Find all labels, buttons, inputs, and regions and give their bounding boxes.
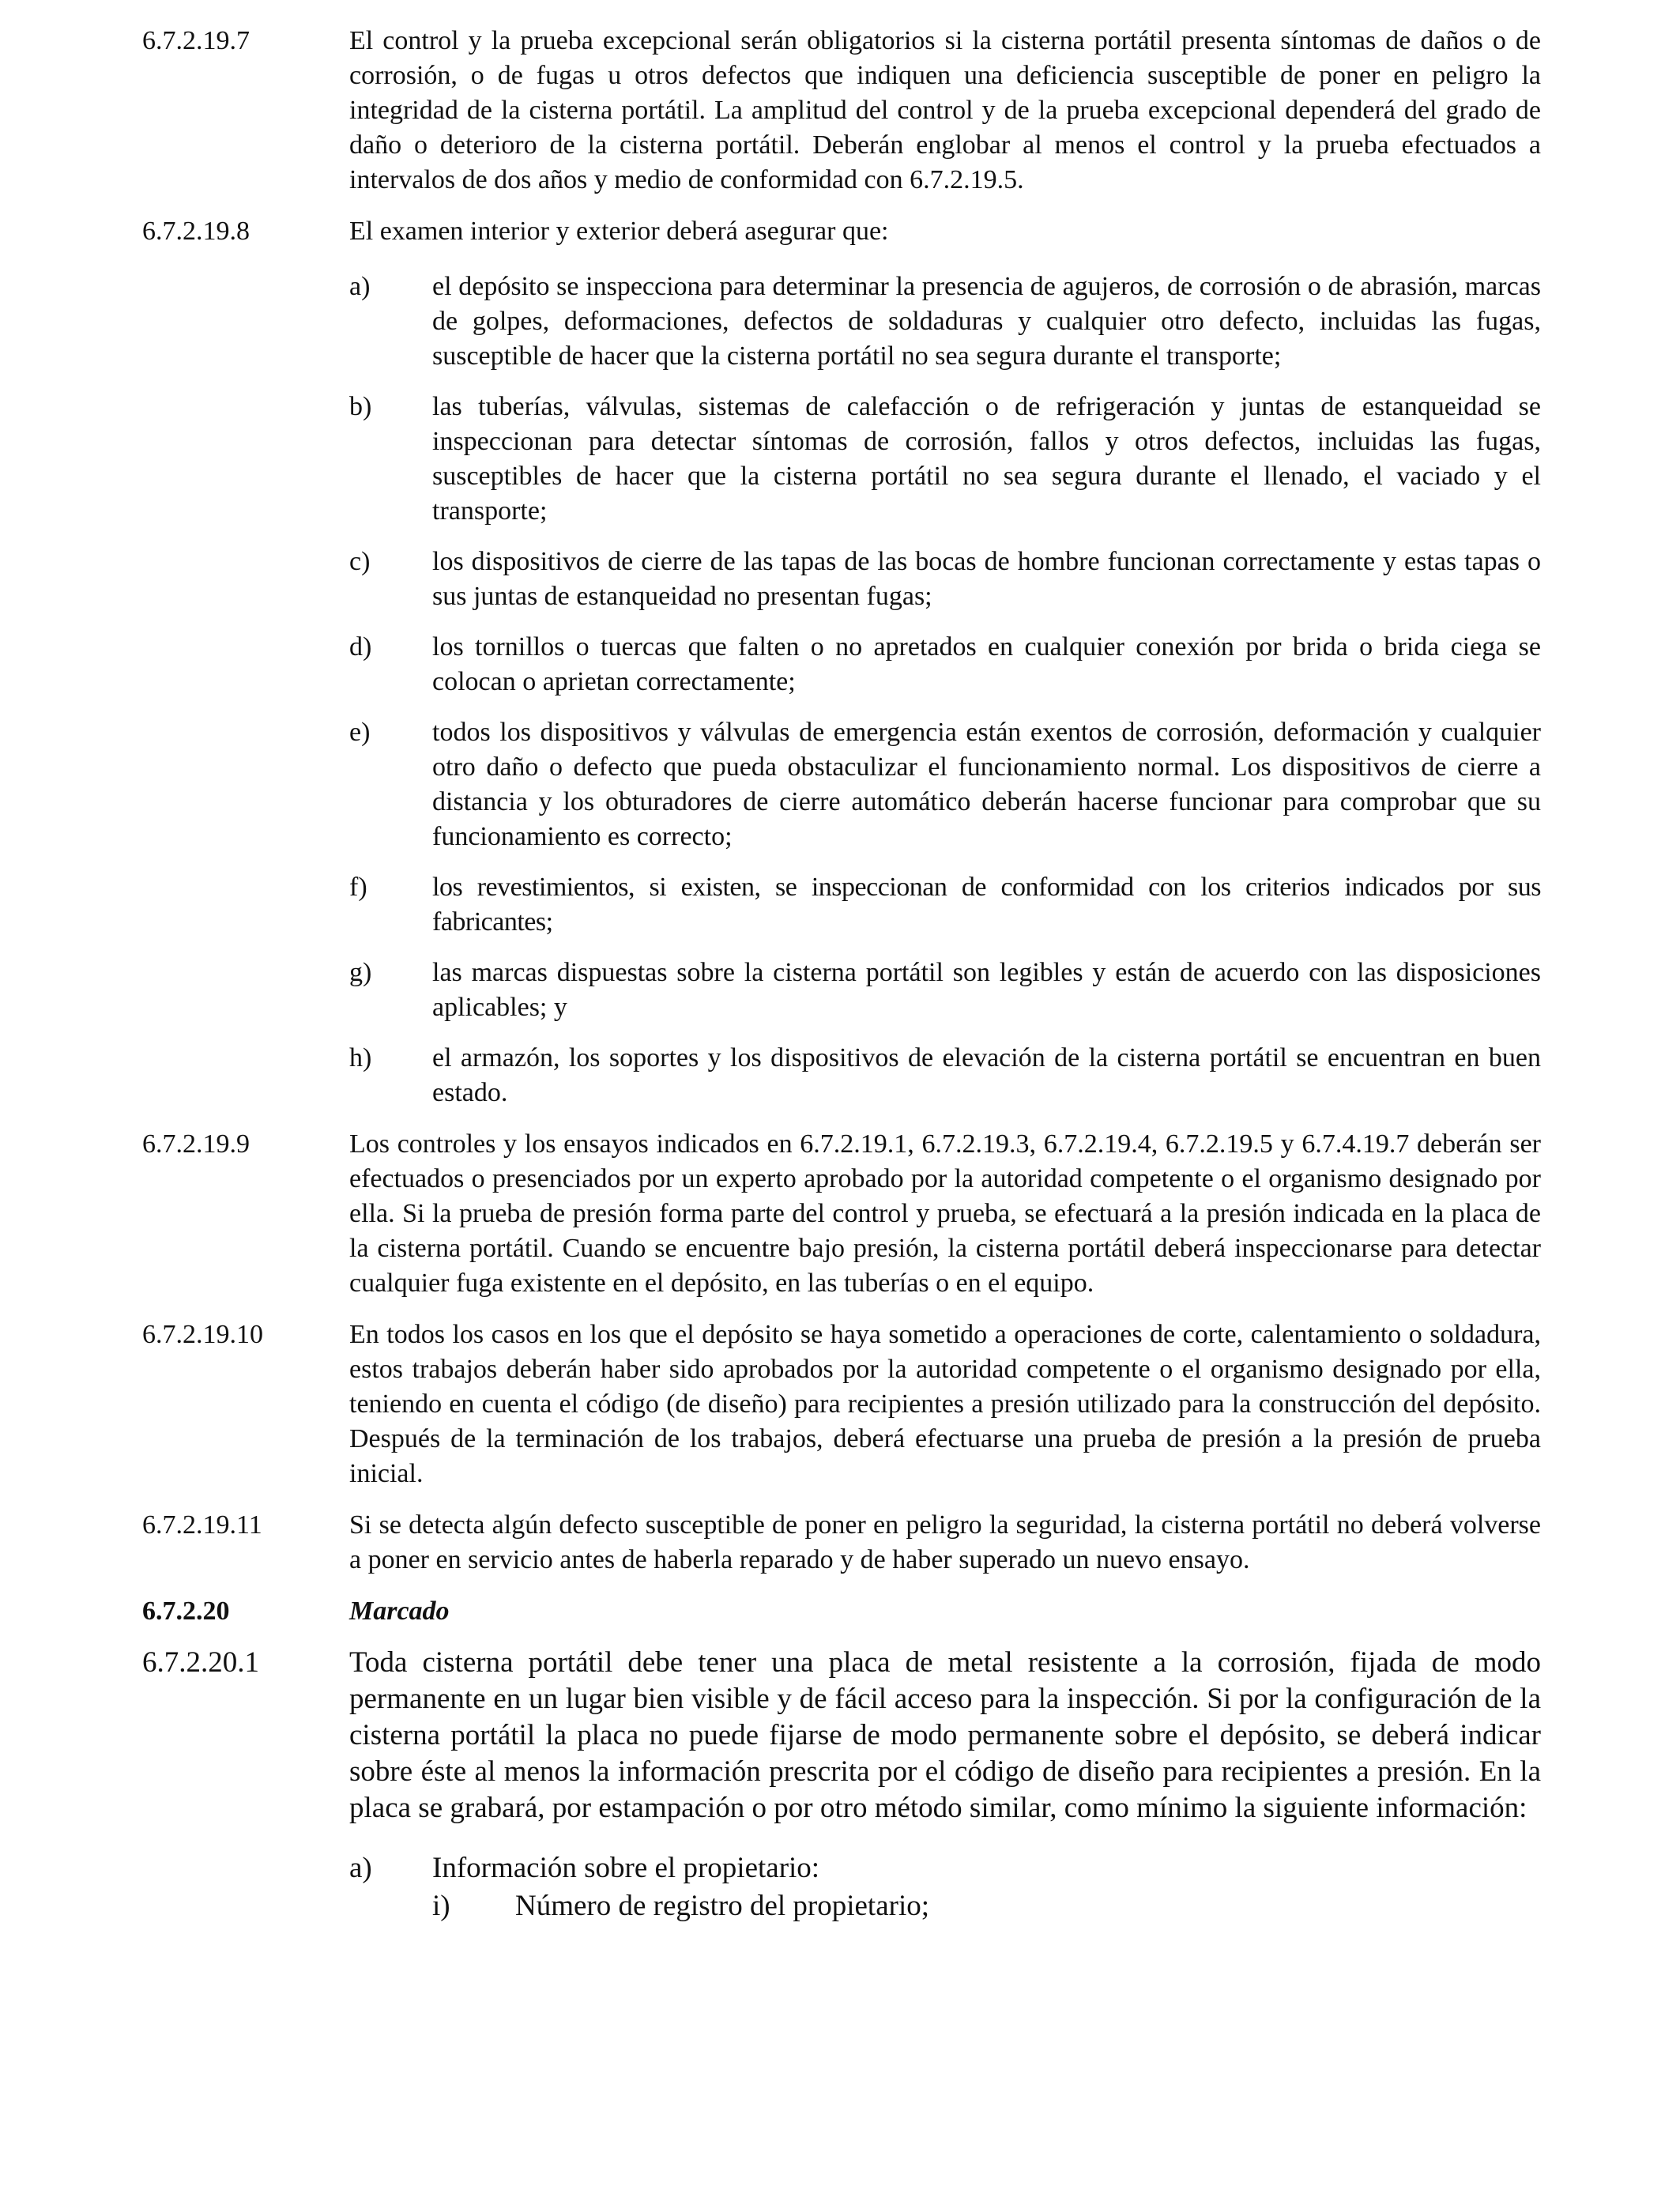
list-item-label: b)	[349, 392, 372, 421]
list-item-label: f)	[349, 873, 367, 902]
section-body	[349, 1645, 1541, 1924]
section-body	[349, 214, 1541, 1110]
section-number: 6.7.2.20.1	[142, 1646, 259, 1679]
section-heading-marcado	[142, 1594, 1541, 1629]
list-item	[349, 390, 1541, 529]
list-item-text: el armazón, los soportes y los dispositivos de elevación de la cisterna portátil se encuentran en buen estado.	[432, 1043, 1541, 1107]
list-item-text: las tuberías, válvulas, sistemas de calefacción o de refrigeración y juntas de estanqueidad se inspeccionan para detectar síntomas de corrosión, fallos y otros defectos, incluidas las fugas, susceptibles de hacer que la cisterna portátil no sea segura durante el llenado, el vaciado y el transporte;	[432, 392, 1541, 526]
heading-number: 6.7.2.20	[142, 1596, 230, 1626]
list-item	[349, 870, 1541, 940]
list-item-text: todos los dispositivos y válvulas de emergencia están exentos de corrosión, deformación y cualquier otro daño o defecto que pueda obstaculizar el funcionamiento normal. Los dispositivos de cierre a distancia y los obturadores de cierre automático deberán hacerse funcionar para comprobar que su funcionamiento es correcto;	[432, 718, 1541, 851]
list-item-label: a)	[349, 272, 371, 301]
list-item-text: los tornillos o tuercas que falten o no apretados en cualquier conexión por brida o brida ciega se colocan o aprietan correctamente;	[432, 632, 1541, 696]
paragraph: El examen interior y exterior deberá asegurar que:	[349, 217, 889, 246]
paragraph: En todos los casos en los que el depósito se haya sometido a operaciones de corte, calentamiento o soldadura, estos trabajos deberán haber sido aprobados por la autoridad competente o el organismo designado por ella, teniendo en cuenta el código (de diseño) para recipientes a presión utilizado para la construcción del depósito. Después de la terminación de los trabajos, deberá efectuarse una prueba de presión a la presión de prueba inicial.	[349, 1320, 1541, 1488]
list-item	[349, 715, 1541, 854]
section-body	[349, 1508, 1541, 1578]
sub-list-item-text: Número de registro del propietario;	[515, 1890, 929, 1922]
list-item-text: las marcas dispuestas sobre la cisterna portátil son legibles y están de acuerdo con las disposiciones aplicables; y	[432, 958, 1541, 1022]
heading-title: Marcado	[349, 1596, 450, 1626]
list-item	[349, 956, 1541, 1025]
section-number: 6.7.2.19.8	[142, 217, 250, 246]
section-6-7-2-19-8	[142, 214, 1541, 1110]
list-item-label: d)	[349, 632, 372, 662]
sub-list-item	[349, 1888, 1541, 1924]
list-item	[349, 545, 1541, 614]
section-number: 6.7.2.19.11	[142, 1510, 262, 1540]
list-item-text: el depósito se inspecciona para determinar la presencia de agujeros, de corrosión o de abrasión, marcas de golpes, deformaciones, defectos de soldaduras y cualquier otro defecto, incluidas las fugas, susceptible de hacer que la cisterna portátil no sea segura durante el transporte;	[432, 272, 1541, 371]
list-item	[349, 1041, 1541, 1110]
paragraph: Los controles y los ensayos indicados en 6.7.2.19.1, 6.7.2.19.3, 6.7.2.19.4, 6.7.2.19.5 y 6.7.4.19.7 deberán ser efectuados o presenciados por un experto aprobado por la autoridad competente o el organismo designado por ella. Si la prueba de presión forma parte del control y prueba, se efectuará a la presión indicada en la placa de la cisterna portátil. Cuando se encuentre bajo presión, la cisterna portátil deberá inspeccionarse para detectar cualquier fuga existente en el depósito, en las tuberías o en el equipo.	[349, 1129, 1541, 1298]
sub-list-item-label: i)	[432, 1890, 450, 1922]
list-item-label: h)	[349, 1043, 372, 1072]
list-item-text: Información sobre el propietario:	[432, 1852, 820, 1884]
list-item	[349, 630, 1541, 699]
section-6-7-2-19-10	[142, 1318, 1541, 1491]
paragraph: El control y la prueba excepcional serán obligatorios si la cisterna portátil presenta síntomas de daños o de corrosión, o de fugas u otros defectos que indiquen una deficiencia susceptible de poner en peligro la integridad de la cisterna portátil. La amplitud del control y de la prueba excepcional dependerá del grado de daño o deterioro de la cisterna portátil. Deberán englobar al menos el control y la prueba efectuados a intervalos de dos años y medio de conformidad con 6.7.2.19.5.	[349, 26, 1541, 194]
section-body	[349, 24, 1541, 198]
section-6-7-2-19-11	[142, 1508, 1541, 1578]
list-item	[349, 1850, 1541, 1887]
section-body	[349, 1127, 1541, 1301]
list-item-label: c)	[349, 547, 371, 576]
section-number: 6.7.2.19.7	[142, 26, 250, 55]
section-6-7-2-20-1	[142, 1645, 1541, 1924]
list-item-text: los revestimientos, si existen, se inspeccionan de conformidad con los criterios indicados por sus fabricantes;	[432, 873, 1541, 937]
document-page	[142, 24, 1541, 1941]
list-item-label: a)	[349, 1852, 372, 1884]
paragraph: Toda cisterna portátil debe tener una placa de metal resistente a la corrosión, fijada de modo permanente en un lugar bien visible y de fácil acceso para la inspección. Si por la configuración de la cisterna portátil la placa no puede fijarse de modo permanente sobre el depósito, se deberá indicar sobre éste al menos la información prescrita por el código de diseño para recipientes a presión. En la placa se grabará, por estampación o por otro método similar, como mínimo la siguiente información:	[349, 1646, 1541, 1824]
section-body	[349, 1318, 1541, 1491]
section-number: 6.7.2.19.9	[142, 1129, 250, 1159]
section-number: 6.7.2.19.10	[142, 1320, 263, 1349]
list-item-text: los dispositivos de cierre de las tapas de las bocas de hombre funcionan correctamente y estas tapas o sus juntas de estanqueidad no presentan fugas;	[432, 547, 1541, 611]
list-item-label: g)	[349, 958, 372, 987]
section-6-7-2-19-9	[142, 1127, 1541, 1301]
paragraph: Si se detecta algún defecto susceptible de poner en peligro la seguridad, la cisterna portátil no deberá volverse a poner en servicio antes de haberla reparado y de haber superado un nuevo ensayo.	[349, 1510, 1541, 1574]
list-item-label: e)	[349, 718, 371, 747]
list-item	[349, 270, 1541, 374]
section-6-7-2-19-7	[142, 24, 1541, 198]
